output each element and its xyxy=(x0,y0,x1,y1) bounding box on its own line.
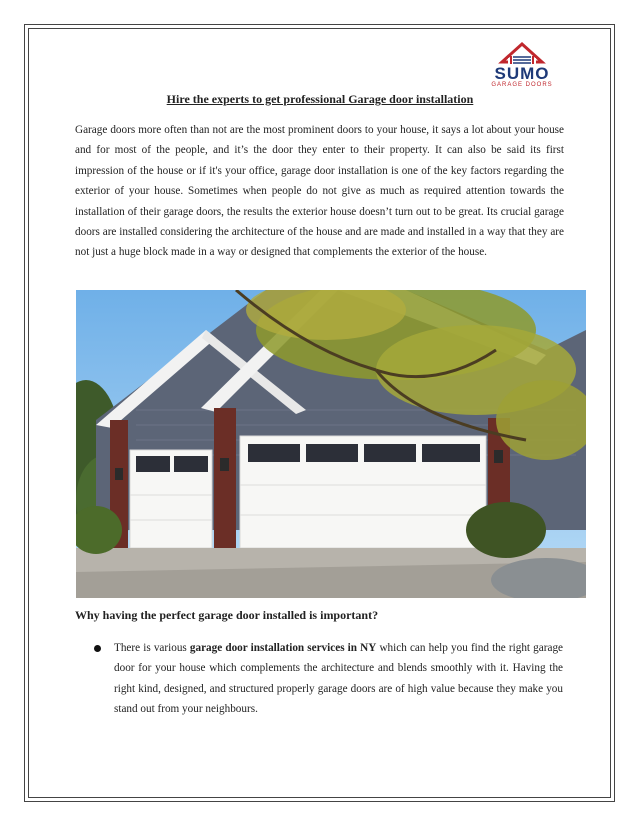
bullet-text-after: which can help you find the right garage door for your house which complements the architecture and blends smoothly with it. Having the right kind, designed, and structured properly garage doors are of high value because they make you stand out from your neighbours. xyxy=(114,642,563,716)
page-title: Hire the experts to get professional Garage door installation xyxy=(166,92,474,106)
logo-wordmark: SUMO xyxy=(494,64,550,83)
bullet-dot-icon xyxy=(94,645,101,652)
section-heading: Why having the perfect garage door installed is important? xyxy=(75,608,379,622)
bullet-item xyxy=(114,638,563,720)
logo-tagline: GARAGE DOORS xyxy=(491,82,553,88)
intro-paragraph: Garage doors more often than not are the most prominent doors to your house, it says a lot about your house and for most of the people, and it’s the door they enter to their property. It can also be said its first impression of the house or if it's your office, garage door installation is one of the key factors regarding the exterior of your house. Sometimes when people do not give as much as required attention towards the installation of their garage doors, the results the exterior house doesn’t turn out to be great. Its crucial garage doors are installed considering the architecture of the house and are made and installed in a way that they are not just a huge block made in a way or designed that complements the exterior of the house. xyxy=(75,124,564,259)
bullet-link-text: garage door installation services in NY xyxy=(189,642,377,654)
garage-house-photo xyxy=(76,290,586,598)
bullet-text-before: There is various xyxy=(114,642,190,654)
garage-house-illustration xyxy=(76,290,586,598)
